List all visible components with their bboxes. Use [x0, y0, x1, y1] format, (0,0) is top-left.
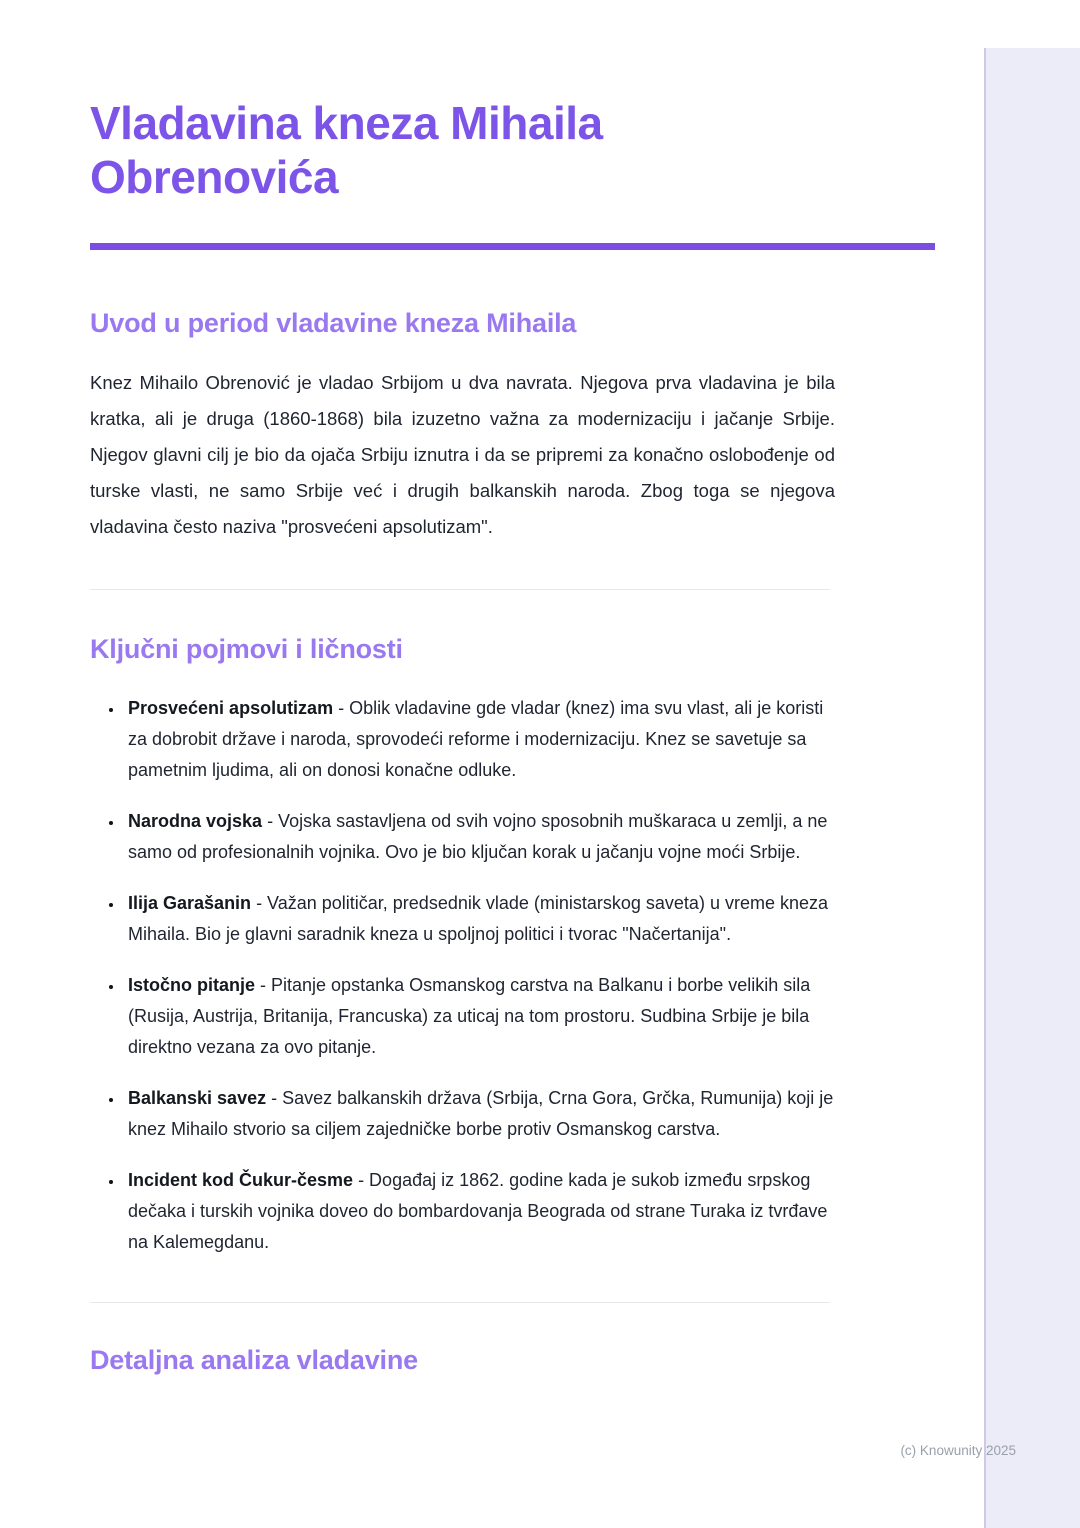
term-desc: - Događaj iz 1862. godine kada je sukob između srpskog dečaka i turskih vojnika doveo do bombardovanja Beograda od strane Turaka iz tvrđave na Kalemegdanu.	[128, 1169, 828, 1252]
term-desc: - Pitanje opstanka Osmanskog carstva na Balkanu i borbe velikih sila (Rusija, Austrija, Britanija, Francuska) za uticaj na tom prostoru. Sudbina Srbije je bila direktno vezana za ovo pitanje.	[128, 974, 811, 1057]
intro-paragraph: Knez Mihailo Obrenović je vladao Srbijom u dva navrata. Njegova prva vladavina je bila kratka, ali je druga (1860-1868) bila izuzetno važna za modernizaciju i jačanje Srbije. Njegov glavni cilj je bio da ojača Srbiju iznutra i da se pripremi za konačno oslobođenje od turske vlasti, ne samo Srbije već i drugih balkanskih naroda. Zbog toga se njegova vladavina često naziva "prosvećeni apsolutizam".	[90, 371, 835, 537]
term-label: Prosvećeni apsolutizam	[128, 697, 334, 718]
section-heading-key-terms: Ključni pojmovi i ličnosti	[90, 633, 403, 664]
section-heading-analysis: Detaljna analiza vladavine	[90, 1344, 418, 1375]
term-label: Ilija Garašanin	[128, 892, 252, 913]
page-content	[90, 0, 835, 1376]
list-item	[124, 1083, 835, 1145]
term-label: Incident kod Čukur-česme	[128, 1169, 354, 1190]
section-divider	[90, 589, 830, 590]
term-label: Balkanski savez	[128, 1087, 267, 1108]
page-title: Vladavina kneza Mihaila Obrenovića	[90, 97, 603, 204]
section-heading-intro: Uvod u period vladavine kneza Mihaila	[90, 307, 577, 338]
list-item	[124, 693, 835, 786]
section-divider	[90, 1302, 830, 1303]
title-rule	[90, 243, 935, 250]
term-desc: - Vojska sastavljena od svih vojno sposobnih muškaraca u zemlji, a ne samo od profesionalnih vojnika. Ovo je bio ključan korak u jačanju vojne moći Srbije.	[128, 810, 828, 862]
term-desc: - Oblik vladavine gde vladar (knez) ima svu vlast, ali je koristi za dobrobit države i naroda, sprovodeći reforme i modernizaciju. Knez se savetuje sa pametnim ljudima, ali on donosi konačne odluke.	[128, 697, 824, 780]
term-label: Narodna vojska	[128, 810, 263, 831]
list-item	[124, 888, 835, 950]
term-label: Istočno pitanje	[128, 974, 256, 995]
footer-copyright: (c) Knowunity 2025	[900, 1443, 1016, 1458]
page-edge-stripe	[984, 48, 1080, 1528]
term-desc: - Važan političar, predsednik vlade (ministarskog saveta) u vreme kneza Mihaila. Bio je glavni saradnik kneza u spoljnoj politici i tvorac "Načertanija".	[128, 892, 828, 944]
list-item	[124, 1165, 835, 1258]
term-desc: - Savez balkanskih država (Srbija, Crna Gora, Grčka, Rumunija) koji je knez Mihailo stvorio sa ciljem zajedničke borbe protiv Osmanskog carstva.	[128, 1087, 834, 1139]
key-terms-list	[90, 693, 835, 1258]
list-item	[124, 970, 835, 1063]
list-item	[124, 806, 835, 868]
